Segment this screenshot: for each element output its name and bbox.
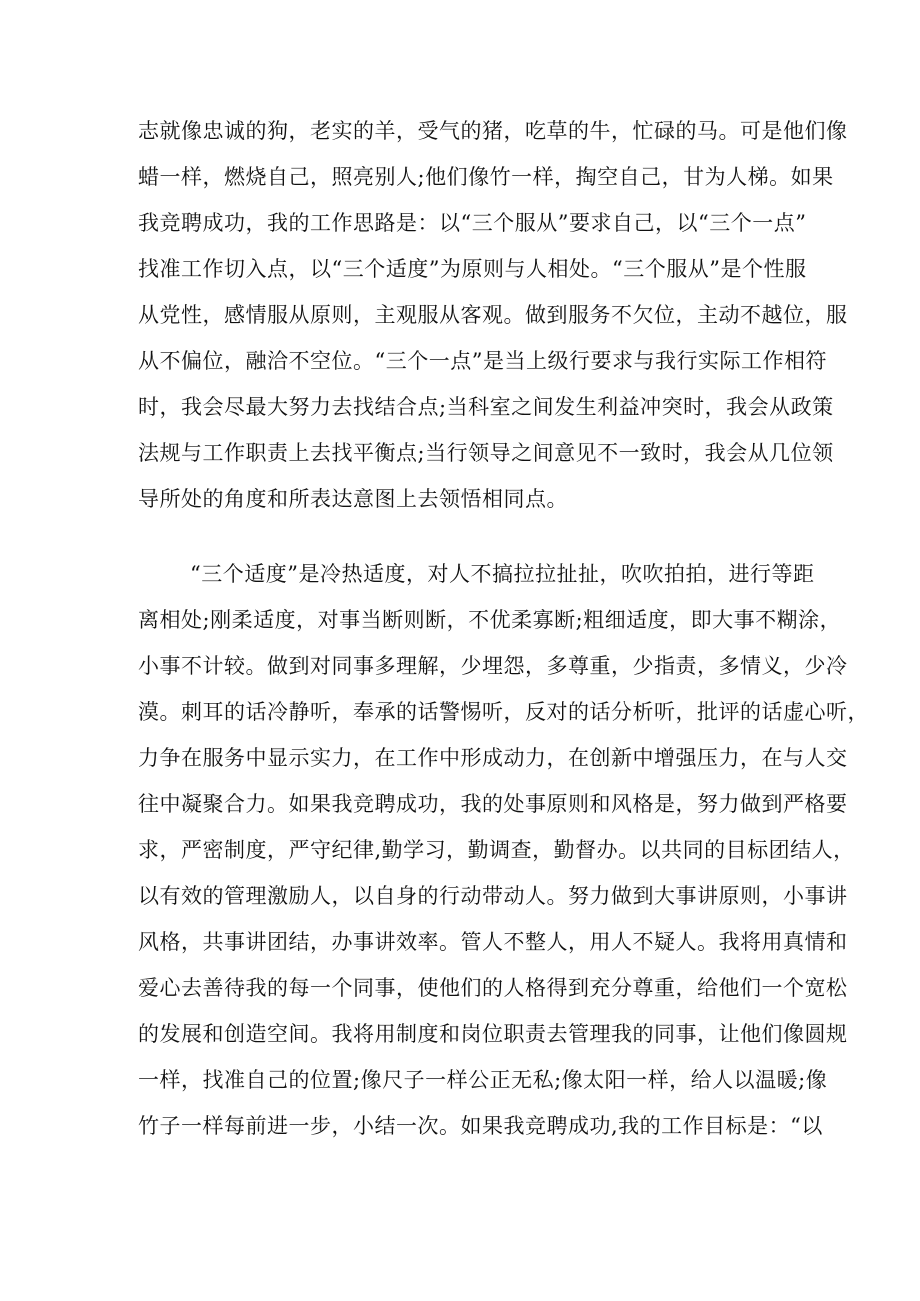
- text-line: 以有效的管理激励人，以自身的行动带动人。努力做到大事讲原则，小事讲: [138, 884, 848, 908]
- text-line: 求，严密制度，严守纪律,勤学习，勤调查，勤督办。以共同的目标团结人，: [138, 838, 855, 862]
- text-line: 我竞聘成功，我的工作思路是：以“三个服从”要求自己，以“三个一点”: [138, 211, 807, 235]
- text-line: 一样，找准自己的位置;像尺子一样公正无私;像太阳一样，给人以温暖;像: [138, 1068, 828, 1092]
- paragraph-2: [138, 562, 869, 1139]
- text-line: 风格，共事讲团结，办事讲效率。管人不整人，用人不疑人。我将用真情和: [138, 930, 848, 954]
- text-line: 的发展和创造空间。我将用制度和岗位职责去管理我的同事，让他们像圆规: [138, 1022, 848, 1046]
- text-line: 竹子一样每前进一步，小结一次。如果我竞聘成功,我的工作目标是：“以: [138, 1114, 823, 1138]
- text-line: 法规与工作职责上去找平衡点;当行领导之间意见不一致时，我会从几位领: [138, 441, 834, 465]
- text-line: “三个适度”是冷热适度，对人不搞拉拉扯扯，吹吹拍拍，进行等距: [190, 562, 815, 586]
- text-line: 从不偏位，融洽不空位。“三个一点”是当上级行要求与我行实际工作相符: [138, 349, 827, 373]
- paragraph-1: [138, 119, 848, 512]
- text-line: 时，我会尽最大努力去找结合点;当科室之间发生利益冲突时，我会从政策: [138, 395, 834, 419]
- text-line: 从党性，感情服从原则，主观服从客观。做到服务不欠位，主动不越位，服: [138, 303, 848, 327]
- text-line: 小事不计较。做到对同事多理解，少埋怨，多尊重，少指责，多情义，少冷: [138, 654, 848, 678]
- text-line: 找准工作切入点，以“三个适度”为原则与人相处。“三个服从”是个性服: [138, 257, 807, 281]
- text-line: 离相处;刚柔适度，对事当断则断，不优柔寡断;粗细适度，即大事不糊涂，: [138, 608, 842, 632]
- text-line: 力争在服务中显示实力，在工作中形成动力，在创新中增强压力，在与人交: [138, 746, 848, 770]
- text-line: 志就像忠诚的狗，老实的羊，受气的猪，吃草的牛，忙碌的马。可是他们像: [138, 119, 848, 143]
- text-line: 往中凝聚合力。如果我竞聘成功，我的处事原则和风格是，努力做到严格要: [138, 792, 848, 816]
- text-line: 漠。刺耳的话冷静听，奉承的话警惕听，反对的话分析听，批评的话虚心听，: [138, 700, 869, 724]
- text-line: 蜡一样，燃烧自己，照亮别人;他们像竹一样，掏空自己，甘为人梯。如果: [138, 165, 834, 189]
- text-line: 导所处的角度和所表达意图上去领悟相同点。: [138, 487, 568, 511]
- text-line: 爱心去善待我的每一个同事，使他们的人格得到充分尊重，给他们一个宽松: [138, 976, 848, 1000]
